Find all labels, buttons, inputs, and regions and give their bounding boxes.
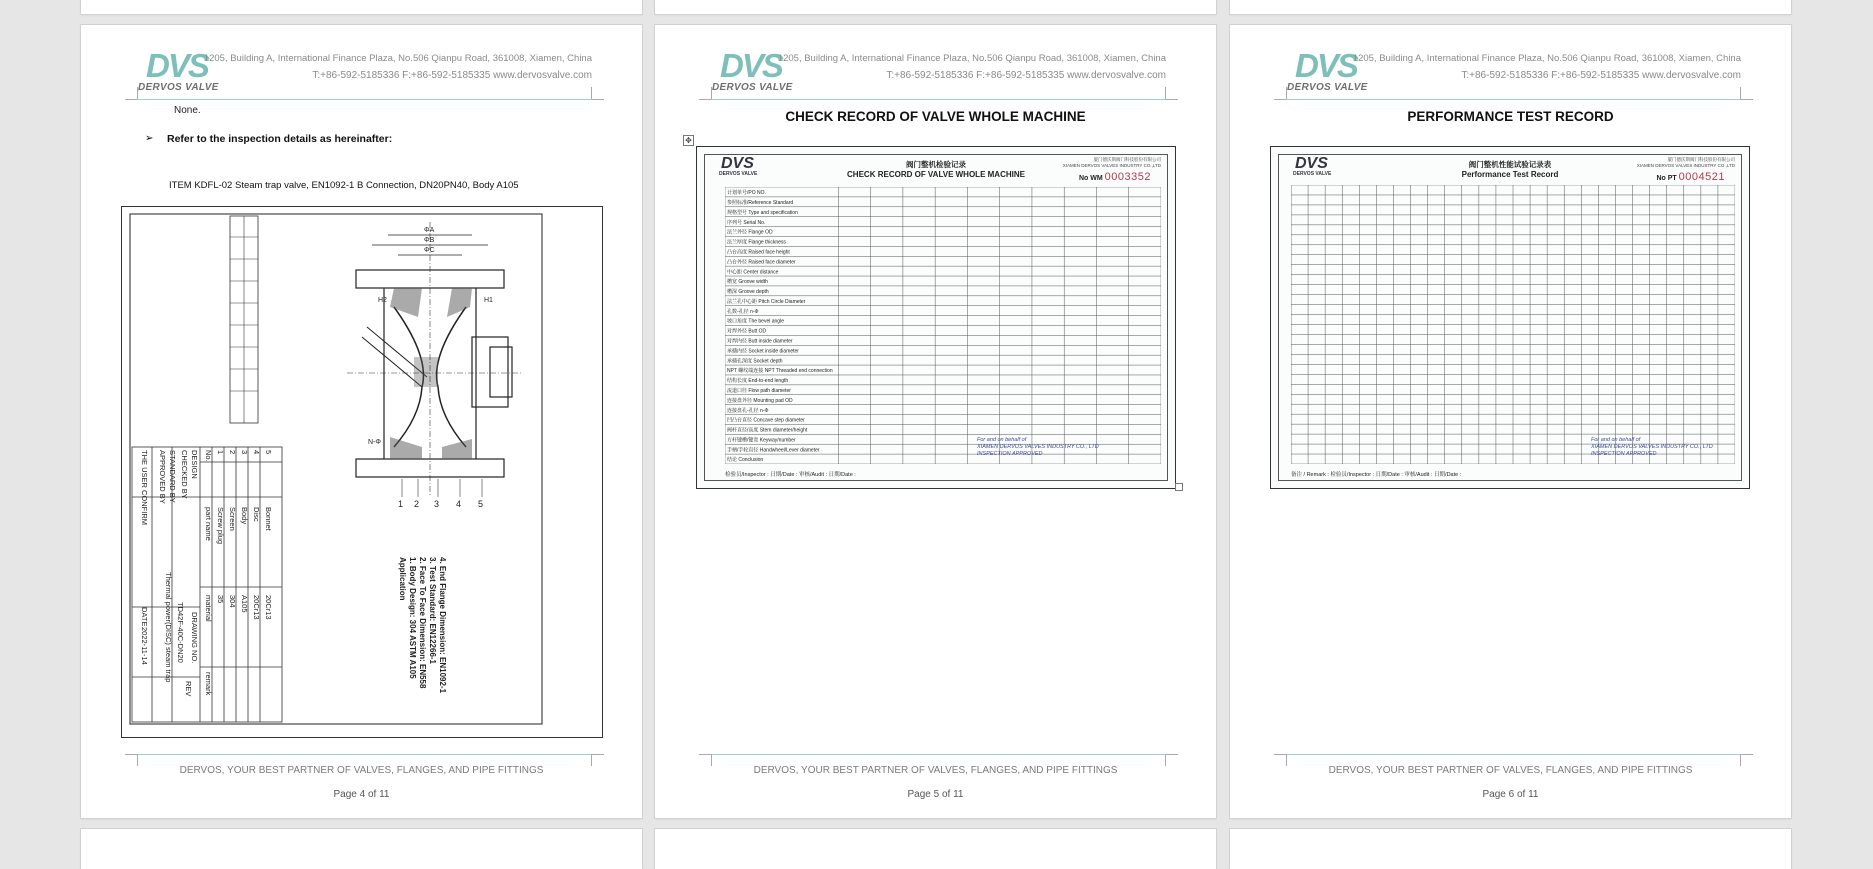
- grid-row-label: 序列号 Serial No.: [727, 219, 766, 226]
- bom-cell: A105: [240, 595, 249, 613]
- grid-row-label: 手柄/手轮直径 Handwheel/Lever diameter: [727, 447, 820, 454]
- title-block-cell: CHECKED BY: [180, 450, 189, 499]
- bom-header: material: [204, 595, 213, 622]
- approval-stamp: For and on behalf of XIAMEN DERVOS VALVES INDUSTRY CO., LTD INSPECTION APPROVED: [1591, 437, 1713, 457]
- check-record-scan: [696, 146, 1176, 489]
- logo-mark: DVS: [720, 47, 782, 84]
- grid-row-label: 坡口角度 The bevel angle: [727, 318, 784, 325]
- note-line: 3. Test Standard: EN12266-1: [428, 557, 437, 665]
- logo-subtitle: DERVOS VALVE: [712, 82, 793, 93]
- title-block-cell: TD42F-40C-DN20: [176, 602, 185, 663]
- logo-subtitle: DERVOS VALVE: [1287, 82, 1368, 93]
- grid-row-label: 流道口径 Flow path diameter: [727, 387, 791, 394]
- grid-row-label: 方杆键槽/键宽 Keyway/number: [727, 437, 796, 444]
- title-block-cell: APPROVED BY: [158, 450, 167, 504]
- page-7b-top: [655, 829, 1216, 869]
- bom-cell: 4: [252, 450, 261, 455]
- scan-serial: [1079, 171, 1151, 183]
- record-grid: [1291, 185, 1735, 464]
- serial-number: 0004521: [1678, 171, 1725, 183]
- balloon: 1: [398, 499, 404, 509]
- page-5: [655, 25, 1216, 818]
- note-line: 1. Body Design: 304 ASTM A105: [408, 557, 417, 679]
- record-title: CHECK RECORD OF VALVE WHOLE MACHINE: [785, 109, 1086, 124]
- refer-heading: Refer to the inspection details as hereinafter:: [167, 133, 393, 145]
- page-number: Page 5 of 11: [907, 789, 964, 800]
- footer-slogan: DERVOS, YOUR BEST PARTNER OF VALVES, FLANGES, AND PIPE FITTINGS: [1328, 765, 1693, 776]
- bom-cell: 1: [216, 450, 225, 455]
- balloon: 3: [434, 499, 440, 509]
- dim-label: N-Φ: [368, 439, 381, 446]
- record-grid: [725, 187, 1161, 464]
- form-grid-svg: [725, 187, 1161, 464]
- scan-footer: 检验员/Inspector : 日期/Date : 审核/Audit : 日期/Date :: [725, 472, 856, 478]
- grid-row-label: 对焊外径 Butt OD: [727, 328, 767, 335]
- page-3b-bottom: [655, 0, 1216, 14]
- grid-row-label: 阀杆直径/高度 Stem diameter/height: [727, 427, 808, 434]
- grid-row-label: 对焊内径 Butt inside diameter: [727, 338, 793, 345]
- scan-title-cn: 阀门整机性能试验记录表: [1468, 160, 1552, 169]
- grid-row-label: 法兰厚度 Flange thickness: [727, 239, 786, 246]
- page-4: [81, 25, 642, 818]
- grid-row-label: 法兰外径 Flange OD: [727, 229, 773, 236]
- title-block-cell: REV: [184, 681, 193, 697]
- crop-mark: [591, 87, 592, 99]
- header-contact: T:+86-592-5185336 F:+86-592-5185335 www.dervosvalve.com: [1461, 70, 1741, 81]
- resize-handle[interactable]: [1175, 483, 1183, 491]
- bom-cell: Screw plug: [216, 507, 225, 545]
- footer-rule: [137, 754, 592, 755]
- drawing-svg: [122, 207, 602, 737]
- grid-row-label: 连接盘孔-孔径 n-Φ: [727, 407, 769, 414]
- logo-mark: DVS: [1295, 47, 1357, 84]
- performance-record-scan: [1270, 146, 1750, 489]
- grid-row-label: 孔数-孔径 n-Φ: [727, 308, 759, 315]
- footer-rule: [711, 754, 1166, 755]
- grid-row-label: 承插孔深度 Socket depth: [727, 358, 783, 365]
- grid-row-label: 计划单号/PO NO.: [727, 190, 766, 197]
- grid-row-label: 槽宽 Groove width: [727, 279, 768, 286]
- page-7-top: [81, 829, 642, 869]
- grid-row-label: 凹凸台直径 Concave step diameter: [727, 417, 805, 424]
- scan-title-cn: 阀门整机检验记录: [906, 160, 966, 169]
- title-block-cell: STANDARD BY: [168, 450, 177, 503]
- title-block-cell: THE USER CONFIRM: [140, 450, 149, 525]
- bom-cell: Bonnet: [264, 507, 273, 531]
- serial-label: No WM: [1079, 175, 1103, 182]
- crop-mark: [137, 87, 138, 99]
- none-text: None.: [174, 105, 201, 116]
- scan-company: 厦门德沃斯阀门科技股份有限公司 XIAMEN DERVOS VALVES INDUSTRY CO.,LTD: [1062, 157, 1161, 168]
- footer-rule: [1286, 754, 1741, 755]
- bom-header: No.: [204, 450, 213, 462]
- bom-cell: 35: [216, 595, 225, 604]
- bom-cell: Body: [240, 507, 249, 525]
- grid-row-label: 承插内径 Socket inside diameter: [727, 348, 799, 355]
- dim-label: H2: [378, 297, 387, 304]
- header-address: 1205, Building A, International Finance Plaza, No.506 Qianpu Road, 361008, Xiamen, China: [1352, 53, 1741, 64]
- grid-row-label: 法兰孔中心距 Pitch Circle Diameter: [727, 298, 806, 305]
- bom-header: part name: [204, 507, 213, 541]
- bullet-arrow-icon: ➢: [145, 133, 154, 144]
- scan-logo-subtitle: DERVOS VALVE: [1293, 171, 1332, 177]
- logo-subtitle: DERVOS VALVE: [138, 82, 219, 93]
- header-rule: [711, 99, 1166, 100]
- scan-logo-subtitle: DERVOS VALVE: [719, 171, 758, 177]
- scan-logo: DVS: [721, 155, 754, 172]
- grid-row-label: NPT 螺纹端连接 NPT Threaded end connection: [727, 368, 833, 375]
- crop-mark: [125, 99, 137, 112]
- serial-number: 0003352: [1104, 171, 1151, 183]
- move-handle-icon[interactable]: ✥: [683, 135, 694, 146]
- crop-mark: [1286, 87, 1287, 99]
- scan-company: 厦门德沃斯阀门科技股份有限公司 XIAMEN DERVOS VALVES INDUSTRY CO.,LTD: [1636, 157, 1735, 168]
- record-title: PERFORMANCE TEST RECORD: [1407, 109, 1614, 124]
- dim-label: ΦA: [424, 227, 435, 234]
- grid-row-label: 凸台高度 Raised face height: [727, 249, 790, 256]
- scan-serial: [1656, 171, 1725, 183]
- title-block-cell: DATE: [140, 607, 149, 627]
- page-7c-top: [1230, 829, 1791, 869]
- scan-footer: 备注 / Remark : 检验员/Inspector : 日期/Date : 审核/Audit : 日期/Date :: [1291, 472, 1462, 478]
- grid-row-label: 槽深 Groove depth: [727, 289, 769, 296]
- bom-cell: 20Cr13: [264, 595, 273, 620]
- bom-cell: 304: [228, 595, 237, 608]
- form-grid-svg: [1291, 185, 1735, 464]
- grid-row-label: 规格型号 Type and specification: [727, 209, 798, 216]
- item-caption: ITEM KDFL-02 Steam trap valve, EN1092-1 B Connection, DN20PN40, Body A105: [169, 180, 519, 191]
- approval-stamp: For and on behalf of XIAMEN DERVOS VALVES INDUSTRY CO., LTD INSPECTION APPROVED: [977, 437, 1099, 457]
- header-address: 1205, Building A, International Finance Plaza, No.506 Qianpu Road, 361008, Xiamen, China: [203, 53, 592, 64]
- serial-label: No PT: [1656, 175, 1677, 182]
- dim-label: ΦC: [424, 247, 435, 254]
- note-line: 4. End Flange Dimension: EN1092-1: [438, 557, 447, 694]
- crop-mark: [1740, 87, 1741, 99]
- notes-title: Application: [398, 557, 407, 601]
- logo-mark: DVS: [146, 47, 208, 84]
- header-rule: [137, 99, 592, 100]
- balloon: 5: [478, 499, 484, 509]
- scan-logo: DVS: [1295, 155, 1328, 172]
- balloon: 2: [414, 499, 420, 509]
- page-3c-bottom: [1230, 0, 1791, 14]
- dim-label: H1: [484, 297, 493, 304]
- title-block-cell: Thermal power(DISC) steam trap: [164, 572, 173, 683]
- note-line: 2. Face To Face Dimension: EN558: [418, 557, 427, 689]
- bom-cell: 5: [264, 450, 273, 455]
- footer-slogan: DERVOS, YOUR BEST PARTNER OF VALVES, FLANGES, AND PIPE FITTINGS: [179, 765, 544, 776]
- grid-row-label: 连接盘外径 Mounting pad OD: [727, 397, 793, 404]
- title-block-cell: DESIGN: [190, 450, 199, 479]
- bom-header: remark: [204, 672, 213, 696]
- crop-mark: [592, 99, 604, 112]
- header-rule: [1286, 99, 1741, 100]
- page-6: [1230, 25, 1791, 818]
- footer-slogan: DERVOS, YOUR BEST PARTNER OF VALVES, FLANGES, AND PIPE FITTINGS: [753, 765, 1118, 776]
- crop-mark: [711, 87, 712, 99]
- bom-cell: 20Cr13: [252, 595, 261, 620]
- scan-title-en: Performance Test Record: [1461, 170, 1559, 179]
- header-contact: T:+86-592-5185336 F:+86-592-5185335 www.dervosvalve.com: [886, 70, 1166, 81]
- scan-title-en: CHECK RECORD OF VALVE WHOLE MACHINE: [847, 170, 1025, 179]
- header-address: 1205, Building A, International Finance Plaza, No.506 Qianpu Road, 361008, Xiamen, China: [777, 53, 1166, 64]
- page-number: Page 4 of 11: [333, 789, 390, 800]
- crop-mark: [1165, 87, 1166, 99]
- grid-row-label: 参照标准/Reference Standard: [727, 200, 794, 207]
- title-block-cell: DRAWING NO.: [190, 612, 199, 664]
- balloon: 4: [456, 499, 462, 509]
- bom-cell: Disc: [252, 507, 261, 522]
- grid-row-label: 结论 Conclusion: [727, 457, 764, 464]
- page-3-bottom: [81, 0, 642, 14]
- bom-cell: Screen: [228, 507, 237, 531]
- page-number: Page 6 of 11: [1482, 789, 1539, 800]
- bom-cell: 3: [240, 450, 249, 455]
- bom-cell: 2: [228, 450, 237, 455]
- title-block-cell: 2022-11-14: [140, 627, 149, 665]
- dim-label: ΦB: [424, 237, 435, 244]
- header-contact: T:+86-592-5185336 F:+86-592-5185335 www.dervosvalve.com: [312, 70, 592, 81]
- grid-row-label: 结构长度 End-to-end length: [727, 378, 789, 385]
- grid-row-label: 中心距 Center distance: [727, 269, 779, 276]
- technical-drawing: [121, 206, 603, 738]
- grid-row-label: 凸台外径 Raised face diameter: [727, 259, 796, 266]
